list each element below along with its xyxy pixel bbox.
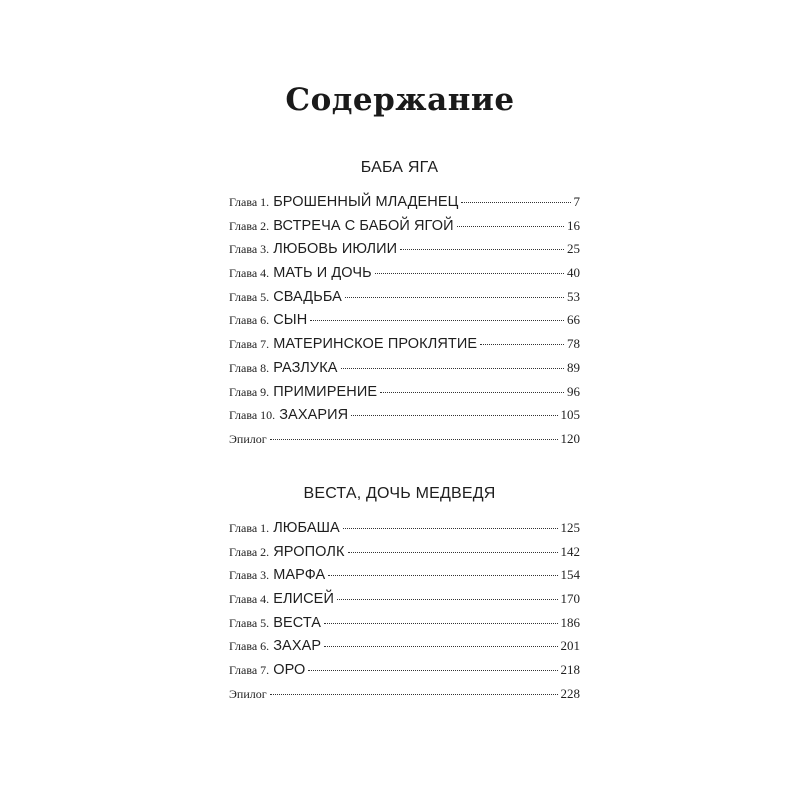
toc-entry [229,611,580,635]
toc-entry-label: Глава 6. [229,313,270,328]
toc-entry-title: ВЕСТА [273,614,322,631]
toc-entry-title: СЫН [273,312,308,329]
toc-entry-label: Эпилог [229,686,267,701]
toc-entry-title: МАТЕРИНСКОЕ ПРОКЛЯТИЕ [273,336,478,353]
toc-entry-page-number: 120 [560,430,580,446]
toc-entry-page-number: 186 [560,614,580,630]
toc-entry [229,285,580,309]
dot-leader [341,368,564,369]
toc-entry-label: Глава 10. [229,408,276,423]
dot-leader [324,646,557,647]
toc-entry-page-number: 53 [567,288,580,304]
toc-entry [229,540,580,564]
dot-leader [308,670,557,671]
toc-entry-page-number: 7 [573,194,580,209]
toc-entry-title: РАЗЛУКА [273,359,338,376]
toc-entry-label: Глава 7. [229,663,270,678]
dot-leader [380,392,564,393]
toc-entry-title: МАРФА [273,567,326,584]
dot-leader [310,320,564,321]
toc-entry-title: СВАДЬБА [273,288,342,305]
toc-entry-label: Глава 2. [229,218,270,233]
part-2-section [229,484,580,706]
toc-entry-title: ЗАХАР [273,638,322,655]
dot-leader [324,623,557,624]
toc-entry [229,658,580,682]
toc-entry-page-number: 40 [567,265,580,281]
dot-leader [343,528,558,529]
toc-entry-page-number: 78 [567,336,580,352]
toc-entry-label: Глава 4. [229,266,270,281]
dot-leader [480,344,564,345]
toc-entry-page-number: 201 [560,638,580,654]
toc-entry-label: Глава 2. [229,544,270,559]
toc-entry-title: ВСТРЕЧА С БАБОЙ ЯГОЙ [273,217,454,234]
toc-entry-title: МАТЬ И ДОЧЬ [273,265,372,282]
toc-entry-label: Глава 8. [229,360,270,375]
toc-entry [229,214,580,238]
toc-entry-page-number: 142 [560,543,580,559]
toc-entry [229,634,580,658]
toc-entry [229,261,580,285]
toc-entry [229,308,580,332]
toc-entry-label: Глава 5. [229,615,270,630]
dot-leader [345,297,564,298]
toc-entry-title: ЕЛИСЕЙ [273,591,334,608]
toc-entry [229,380,580,404]
toc-entry-title: ОРО [273,662,306,679]
toc-entry-label: Глава 5. [229,289,270,304]
toc-entry-page-number: 125 [560,520,580,535]
toc-entry [229,190,580,214]
dot-leader [270,694,558,695]
toc-entry-page-number: 170 [560,591,580,607]
toc-entry-page-number: 25 [567,241,580,257]
toc-entry-page-number: 105 [560,407,580,423]
part-1-toc-list [229,190,580,451]
dot-leader [270,439,558,440]
toc-entry-label: Эпилог [229,431,267,446]
toc-entry-label: Глава 1. [229,195,270,209]
part-2-title: ВЕСТА, ДОЧЬ МЕДВЕДЯ [303,485,496,502]
toc-entry [229,682,580,706]
toc-entry [229,403,580,427]
dot-leader [400,249,564,250]
toc-entry [229,356,580,380]
toc-entry [229,237,580,261]
toc-entry [229,516,580,540]
part-1-section [229,158,580,451]
toc-entry-page-number: 89 [567,359,580,375]
toc-entry-label: Глава 9. [229,384,270,399]
toc-entry-page-number: 16 [567,217,580,233]
dot-leader [461,202,570,203]
toc-entry-title: БРОШЕННЫЙ МЛАДЕНЕЦ [273,194,459,210]
toc-entry-page-number: 66 [567,312,580,328]
toc-entry-label: Глава 3. [229,568,270,583]
toc-entry-label: Глава 3. [229,242,270,257]
dot-leader [457,226,564,227]
toc-entry-page-number: 154 [560,567,580,583]
toc-entry-page-number: 96 [567,383,580,399]
toc-entry [229,427,580,451]
toc-entry-title: ПРИМИРЕНИЕ [273,383,378,400]
toc-entry-title: ЛЮБОВЬ ИЮЛИИ [273,241,398,258]
toc-entry-page-number: 228 [560,685,580,701]
dot-leader [351,415,557,416]
part-2-toc-list [229,516,580,706]
toc-entry-page-number: 218 [560,662,580,678]
part-1-title: БАБА ЯГА [360,159,439,176]
page-title: Содержание [285,82,515,118]
toc-entry-label: Глава 1. [229,521,270,535]
toc-entry [229,587,580,611]
dot-leader [375,273,564,274]
toc-entry-label: Глава 6. [229,639,270,654]
toc-entry-title: ЗАХАРИЯ [279,407,349,424]
toc-entry-label: Глава 4. [229,592,270,607]
toc-entry-label: Глава 7. [229,337,270,352]
toc-entry-title: ЛЮБАША [273,520,340,536]
toc-entry-title: ЯРОПОЛК [273,543,345,560]
dot-leader [348,552,558,553]
toc-entry [229,563,580,587]
toc-entry [229,332,580,356]
dot-leader [337,599,558,600]
dot-leader [328,575,557,576]
